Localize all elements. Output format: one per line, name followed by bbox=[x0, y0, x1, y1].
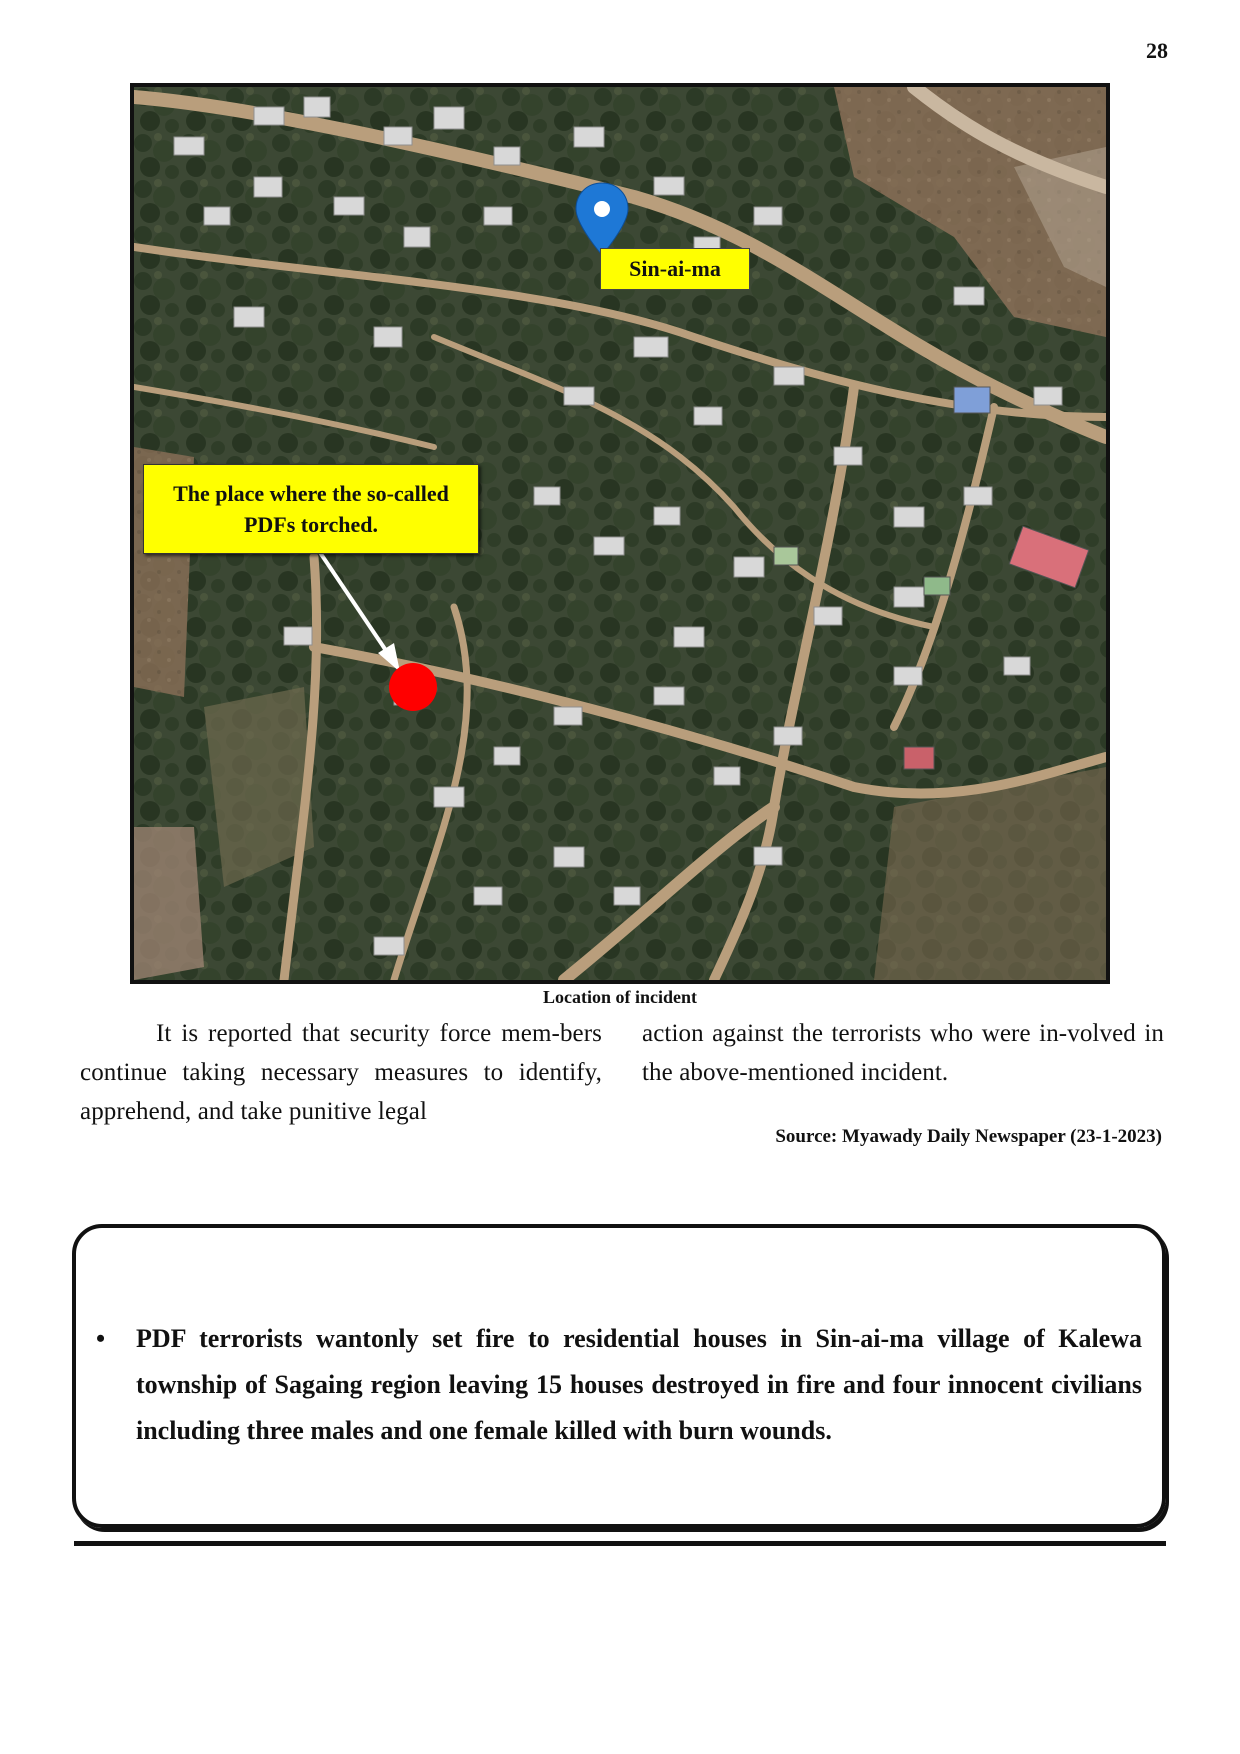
article-left-column: It is reported that security force mem-bers continue taking necessary measures to identify, apprehend, and take punitive legal bbox=[80, 1020, 602, 1125]
source-citation: Source: Myawady Daily Newspaper (23-1-2023) bbox=[775, 1126, 1162, 1147]
summary-text: PDF terrorists wantonly set fire to residential houses in Sin-ai-ma village of Kalewa township of Sagaing region leaving 15 houses destroyed in fire and four innocent civilians including three males and one female killed with burn wounds. bbox=[136, 1324, 1142, 1445]
bottom-rule bbox=[74, 1541, 1166, 1546]
callout-line-2: PDFs torched. bbox=[243, 512, 379, 537]
callout-line-1: The place where the so-called bbox=[173, 481, 449, 506]
incident-callout bbox=[143, 464, 479, 554]
summary-item bbox=[96, 1316, 1142, 1454]
summary-box bbox=[72, 1224, 1166, 1528]
figure-caption: Location of incident bbox=[542, 987, 697, 1007]
page-number: 28 bbox=[1146, 38, 1168, 63]
article-right-column: action against the terrorists who were in-volved in the above-mentioned incident. bbox=[642, 1020, 1164, 1086]
summary-list bbox=[96, 1316, 1142, 1454]
satellite-map bbox=[130, 83, 1110, 984]
bullet-icon: • bbox=[96, 1324, 106, 1353]
incident-marker bbox=[389, 663, 437, 711]
village-label: Sin-ai-ma bbox=[600, 248, 750, 290]
